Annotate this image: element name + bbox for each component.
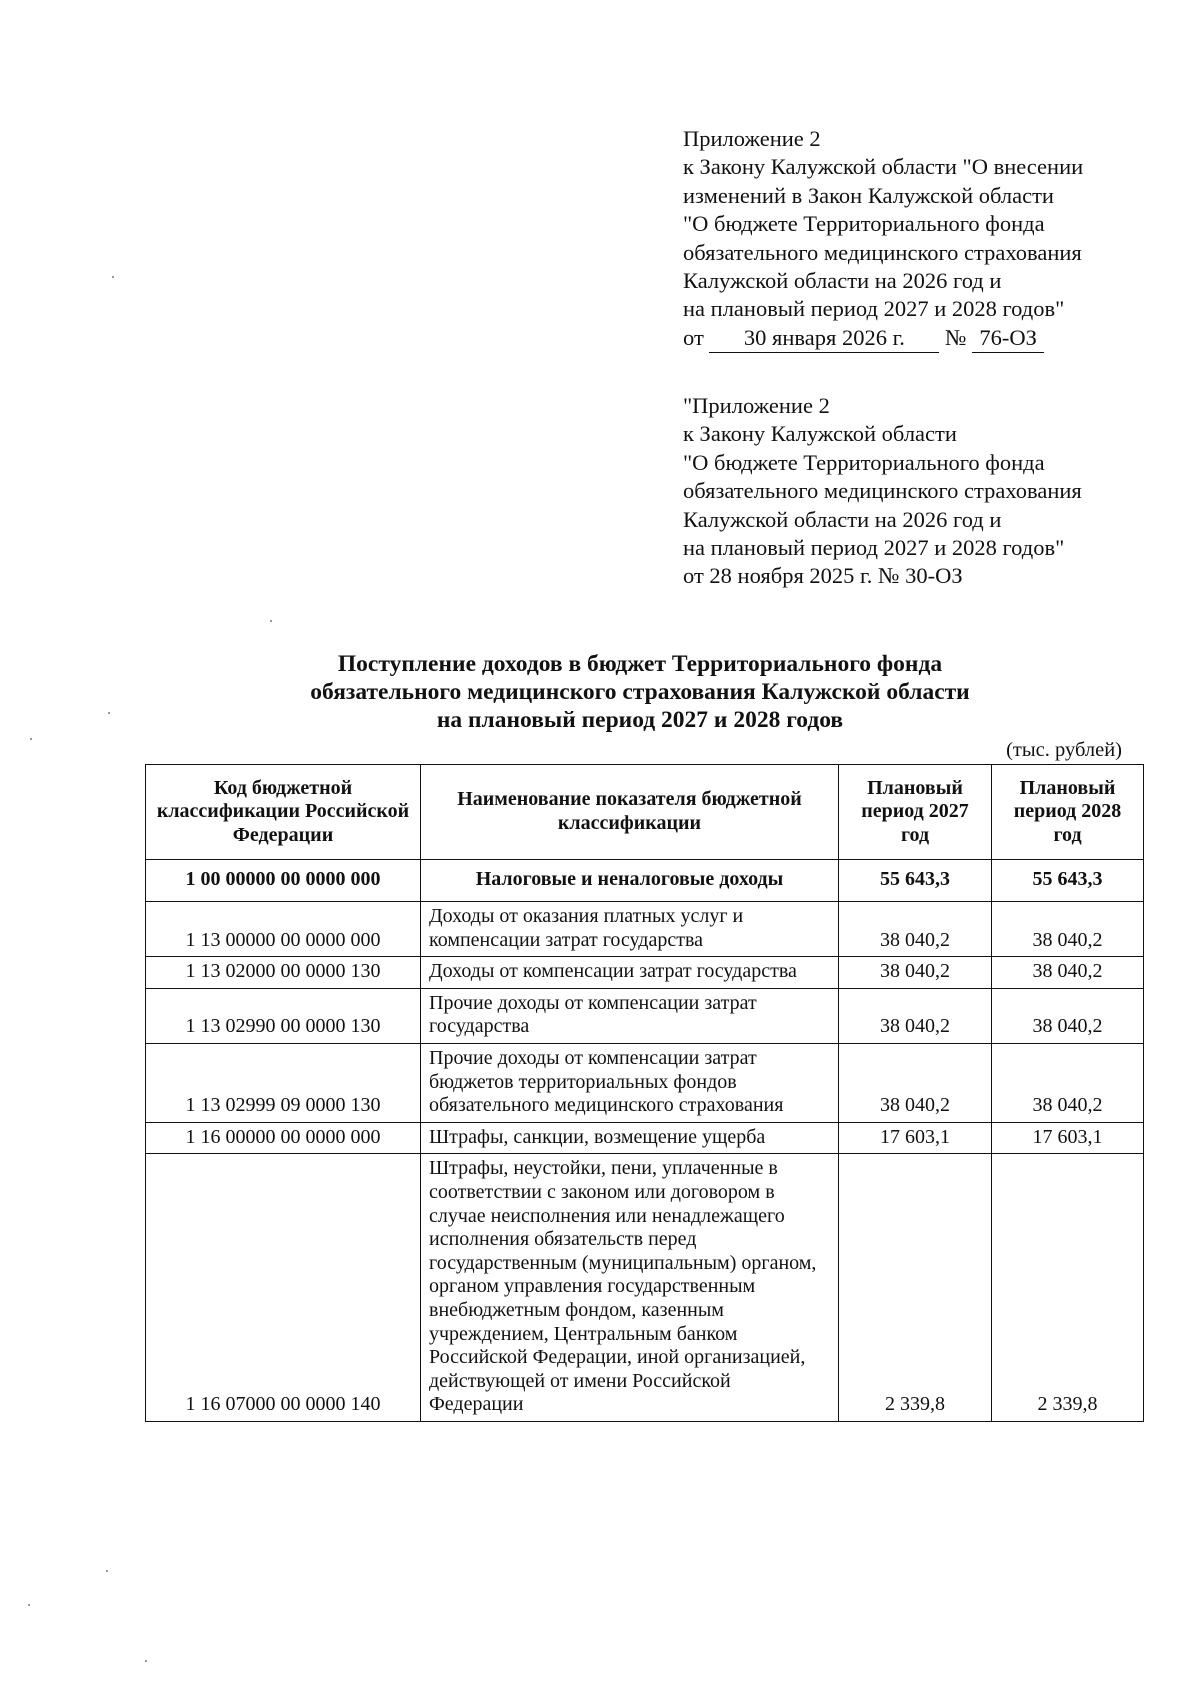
appendix-line: к Закону Калужской области bbox=[683, 421, 957, 447]
appendix-line: изменений в Закон Калужской области bbox=[683, 182, 1054, 208]
row-code: 1 13 00000 00 0000 000 bbox=[146, 902, 421, 957]
appendix-line: обязательного медицинского страхования bbox=[683, 239, 1082, 265]
row-value-2027: 17 603,1 bbox=[839, 1122, 992, 1154]
number-label: № bbox=[945, 324, 967, 350]
table-row bbox=[146, 957, 1144, 989]
table-row bbox=[146, 902, 1144, 957]
header-name: Наименование показателя бюджетной классификации bbox=[421, 765, 839, 860]
row-code: 1 13 02990 00 0000 130 bbox=[146, 988, 421, 1043]
scan-speck bbox=[28, 1604, 30, 1606]
units-note: (тыс. рублей) bbox=[1006, 739, 1122, 761]
appendix-line: Приложение 2 bbox=[683, 126, 821, 151]
row-name: Налоговые и неналоговые доходы bbox=[421, 860, 839, 902]
appendix-line: обязательного медицинского страхования bbox=[683, 478, 1082, 504]
row-name: Прочие доходы от компенсации затрат государства bbox=[421, 988, 839, 1043]
table-row bbox=[146, 1043, 1144, 1122]
row-value-2027: 38 040,2 bbox=[839, 988, 992, 1043]
from-label: от bbox=[683, 324, 704, 350]
scan-speck bbox=[106, 1570, 108, 1572]
row-value-2027: 38 040,2 bbox=[839, 1043, 992, 1122]
row-value-2027: 38 040,2 bbox=[839, 902, 992, 957]
table-header-row bbox=[146, 765, 1144, 860]
appendix-line: "О бюджете Территориального фонда bbox=[683, 449, 1045, 475]
row-name: Штрафы, неустойки, пени, уплаченные в соответствии с законом или договором в случае неисполнения или ненадлежащего исполнения обязательств перед государственным (муниципальным) органом, органом управления государственным внебюджетным фондом, казенным учреждением, Центральным банком Российской Федерации, иной организацией, действующей от имени Российской Федерации bbox=[421, 1154, 839, 1422]
row-value-2028: 38 040,2 bbox=[992, 902, 1144, 957]
table-row bbox=[146, 860, 1144, 902]
appendix-line: "О бюджете Территориального фонда bbox=[683, 211, 1045, 237]
law-date-number-line bbox=[683, 324, 1183, 353]
row-code: 1 16 07000 00 0000 140 bbox=[146, 1154, 421, 1422]
row-value-2027: 2 339,8 bbox=[839, 1154, 992, 1422]
row-name: Доходы от компенсации затрат государства bbox=[421, 957, 839, 989]
row-code: 1 13 02000 00 0000 130 bbox=[146, 957, 421, 989]
scan-speck bbox=[108, 712, 110, 714]
row-value-2028: 38 040,2 bbox=[992, 957, 1144, 989]
appendix-line: "Приложение 2 bbox=[683, 393, 830, 418]
row-code: 1 00 00000 00 0000 000 bbox=[146, 860, 421, 902]
header-code: Код бюджетной классификации Российской Федерации bbox=[146, 765, 421, 860]
appendix-line: на плановый период 2027 и 2028 годов" bbox=[683, 296, 1065, 322]
law-number: 76-ОЗ bbox=[972, 324, 1044, 353]
row-value-2028: 17 603,1 bbox=[992, 1122, 1144, 1154]
row-code: 1 16 00000 00 0000 000 bbox=[146, 1122, 421, 1154]
row-name: Доходы от оказания платных услуг и компенсации затрат государства bbox=[421, 902, 839, 957]
appendix-line: на плановый период 2027 и 2028 годов" bbox=[683, 535, 1065, 561]
table-row bbox=[146, 1122, 1144, 1154]
row-value-2028: 38 040,2 bbox=[992, 988, 1144, 1043]
header-2027: Плановый период 2027 год bbox=[839, 765, 992, 860]
header-2028: Плановый период 2028 год bbox=[992, 765, 1144, 860]
appendix-line: к Закону Калужской области "О внесении bbox=[683, 154, 1084, 180]
row-value-2027: 55 643,3 bbox=[839, 860, 992, 902]
appendix-amending-law-reference bbox=[683, 125, 1183, 353]
row-value-2028: 2 339,8 bbox=[992, 1154, 1144, 1422]
title-line: обязательного медицинского страхования Калужской области bbox=[310, 679, 970, 705]
title-line: Поступление доходов в бюджет Территориального фонда bbox=[337, 651, 943, 677]
row-code: 1 13 02999 09 0000 130 bbox=[146, 1043, 421, 1122]
scan-speck bbox=[112, 276, 114, 278]
row-value-2028: 55 643,3 bbox=[992, 860, 1144, 902]
row-name: Прочие доходы от компенсации затрат бюджетов территориальных фондов обязательного медицинского страхования bbox=[421, 1043, 839, 1122]
scan-speck bbox=[30, 738, 32, 740]
appendix-line: от 28 ноября 2025 г. № 30-ОЗ bbox=[683, 563, 963, 589]
appendix-original-law-reference bbox=[683, 392, 1183, 591]
appendix-line: Калужской области на 2026 год и bbox=[683, 506, 1002, 532]
title-line: на плановый период 2027 и 2028 годов bbox=[436, 707, 844, 733]
row-name: Штрафы, санкции, возмещение ущерба bbox=[421, 1122, 839, 1154]
row-value-2027: 38 040,2 bbox=[839, 957, 992, 989]
table-row bbox=[146, 1154, 1144, 1422]
law-date: 30 января 2026 г. bbox=[709, 324, 939, 353]
scan-speck bbox=[145, 1660, 147, 1662]
scan-speck bbox=[270, 620, 272, 622]
document-title bbox=[140, 650, 1140, 734]
row-value-2028: 38 040,2 bbox=[992, 1043, 1144, 1122]
appendix-line: Калужской области на 2026 год и bbox=[683, 268, 1002, 294]
income-table bbox=[145, 764, 1144, 1422]
table-row bbox=[146, 988, 1144, 1043]
